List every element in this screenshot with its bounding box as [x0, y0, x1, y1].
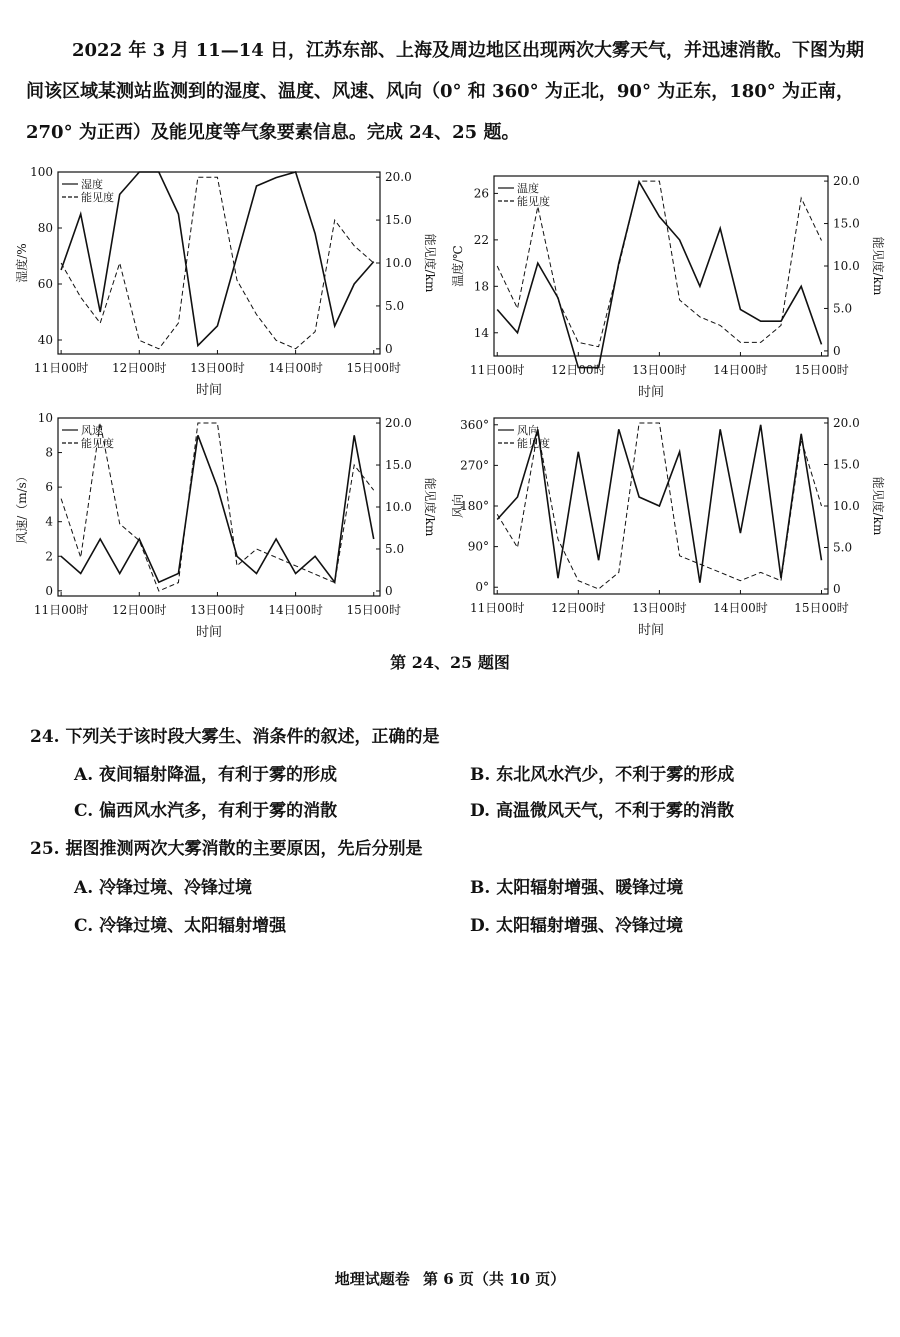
option-letter: A. [74, 878, 94, 898]
y-tick-label: 14 [473, 325, 489, 340]
right-tick-label: 5.0 [385, 541, 405, 556]
x-tick-label: 12日00时 [551, 363, 606, 377]
y-tick-label: 360° [460, 417, 489, 432]
right-tick-label: 15.0 [833, 216, 860, 231]
x-tick-label: 12日00时 [112, 603, 167, 617]
legend-label: 湿度 [81, 178, 103, 191]
y-axis-label: 风速/（m/s） [15, 470, 29, 544]
option-letter: D. [470, 801, 491, 821]
y-axis-label: 温度/℃ [451, 245, 465, 287]
q24-option-b[interactable] [470, 760, 734, 785]
figure-caption: 第 24、25 题图 [390, 653, 510, 672]
figure-charts [0, 0, 900, 660]
option-text: 太阳辐射增强、暖锋过境 [496, 878, 684, 898]
option-text: 太阳辐射增强、冷锋过境 [495, 916, 683, 936]
right-tick-label: 5.0 [385, 298, 405, 313]
option-letter: C. [74, 801, 94, 821]
right-tick-label: 0 [833, 343, 841, 358]
y-tick-label: 270° [460, 458, 489, 473]
x-tick-label: 15日00时 [346, 603, 402, 617]
option-letter: B. [470, 765, 491, 785]
y-tick-label: 90° [467, 539, 489, 554]
right-tick-label: 5.0 [833, 540, 853, 555]
x-tick-label: 14日00时 [268, 603, 323, 617]
right-tick-label: 20.0 [833, 415, 860, 430]
y-tick-label: 26 [473, 186, 489, 201]
option-letter: A. [74, 765, 94, 785]
q25-option-b[interactable] [470, 873, 683, 898]
legend-label: 风速 [81, 424, 103, 437]
y-tick-label: 8 [45, 445, 53, 460]
right-tick-label: 10.0 [385, 256, 412, 270]
legend-label: 能见度 [81, 191, 114, 204]
y-axis-label: 湿度/% [15, 243, 29, 283]
x-axis-label: 时间 [637, 385, 665, 400]
right-tick-label: 20.0 [385, 416, 412, 431]
y-tick-label: 18 [473, 279, 489, 294]
x-axis-label: 时间 [195, 625, 223, 640]
question-stem: 据图推测两次大雾消散的主要原因，先后分别是 [65, 839, 423, 859]
option-letter: D. [470, 916, 491, 936]
question-25 [30, 834, 423, 859]
y-tick-label: 6 [45, 480, 53, 495]
right-tick-label: 10.0 [385, 500, 412, 514]
footer-page: 第 6 页（共 10 页） [423, 1270, 566, 1288]
page-footer [0, 1268, 900, 1289]
question-number: 24. [30, 727, 60, 747]
y-axis-label: 风向 [451, 493, 465, 519]
question-24 [30, 722, 440, 747]
x-tick-label: 13日00时 [190, 603, 245, 617]
y-tick-label: 80 [37, 221, 53, 235]
y-tick-label: 100 [30, 165, 53, 179]
option-text: 夜间辐射降温，有利于雾的形成 [99, 765, 338, 785]
question-number: 25. [30, 839, 60, 859]
series-line-primary [497, 182, 821, 368]
y-tick-label: 180° [460, 499, 489, 513]
x-tick-label: 15日00时 [794, 363, 849, 377]
y-tick-label: 22 [473, 232, 489, 247]
right-tick-label: 15.0 [385, 213, 412, 228]
x-tick-label: 11日00时 [469, 601, 525, 615]
right-tick-label: 0 [833, 582, 841, 597]
x-tick-label: 14日00时 [268, 361, 323, 375]
y-tick-label: 2 [45, 549, 53, 564]
legend-label: 温度 [517, 182, 539, 195]
option-text: 高温微风天气，不利于雾的消散 [495, 801, 734, 821]
x-axis-label: 时间 [195, 383, 223, 398]
x-tick-label: 14日00时 [713, 601, 768, 615]
legend-label: 能见度 [81, 437, 114, 450]
x-tick-label: 11日00时 [33, 603, 89, 617]
series-line-primary [61, 435, 374, 582]
right-tick-label: 20.0 [833, 174, 860, 189]
right-tick-label: 15.0 [385, 458, 412, 473]
right-tick-label: 0 [385, 583, 393, 598]
intro-text: 2022 年 3 月 11—14 日，江苏东部、上海及周边地区出现两次大雾天气，并迅速消散。下图为期间该区域某测站监测到的湿度、温度、风速、风向（0° 和 360° 为正北，90° 为正东，180° 为正南，270° 为正西）及能见度等气象要素信息。完成 24、25 题。 [26, 40, 865, 143]
right-tick-label: 20.0 [385, 170, 412, 185]
x-tick-label: 12日00时 [551, 601, 606, 615]
right-axis-label: 能见度/km [871, 236, 885, 296]
x-tick-label: 12日00时 [112, 361, 167, 375]
x-tick-label: 13日00时 [190, 361, 245, 375]
y-tick-label: 60 [37, 277, 53, 291]
x-tick-label: 13日00时 [632, 601, 687, 615]
footer-subject: 地理试题卷 [334, 1270, 410, 1288]
right-tick-label: 15.0 [833, 457, 860, 472]
right-axis-label: 能见度/km [423, 233, 437, 293]
right-tick-label: 5.0 [833, 301, 853, 316]
right-axis-label: 能见度/km [423, 477, 437, 537]
q25-option-d[interactable] [470, 911, 683, 936]
y-tick-label: 4 [45, 514, 53, 529]
legend-label: 能见度 [517, 437, 550, 450]
y-tick-label: 0 [45, 583, 53, 598]
x-tick-label: 13日00时 [632, 363, 687, 377]
x-tick-label: 11日00时 [469, 363, 525, 377]
x-tick-label: 15日00时 [794, 601, 849, 615]
option-text: 冷锋过境、太阳辐射增强 [99, 916, 287, 936]
y-tick-label: 10 [37, 411, 53, 425]
right-tick-label: 0 [385, 341, 393, 356]
right-tick-label: 10.0 [833, 499, 860, 513]
option-text: 东北风水汽少，不利于雾的形成 [496, 765, 735, 785]
right-axis-label: 能见度/km [871, 476, 885, 536]
right-tick-label: 10.0 [833, 259, 860, 273]
q25-option-a[interactable] [74, 873, 252, 898]
option-letter: B. [470, 878, 491, 898]
y-tick-label: 0° [475, 580, 489, 595]
x-tick-label: 14日00时 [713, 363, 768, 377]
option-text: 偏西风水汽多，有利于雾的消散 [99, 801, 338, 821]
question-stem: 下列关于该时段大雾生、消条件的叙述，正确的是 [65, 727, 440, 747]
q24-option-d[interactable] [470, 796, 734, 821]
q24-option-c[interactable] [74, 796, 337, 821]
option-letter: C. [74, 916, 94, 936]
x-axis-label: 时间 [637, 623, 665, 638]
option-text: 冷锋过境、冷锋过境 [99, 878, 253, 898]
x-tick-label: 11日00时 [33, 361, 89, 375]
q25-option-c[interactable] [74, 911, 286, 936]
x-tick-label: 15日00时 [346, 361, 402, 375]
legend-label: 风向 [517, 424, 539, 437]
q24-option-a[interactable] [74, 760, 337, 785]
legend-label: 能见度 [517, 195, 550, 208]
y-tick-label: 40 [37, 333, 53, 347]
